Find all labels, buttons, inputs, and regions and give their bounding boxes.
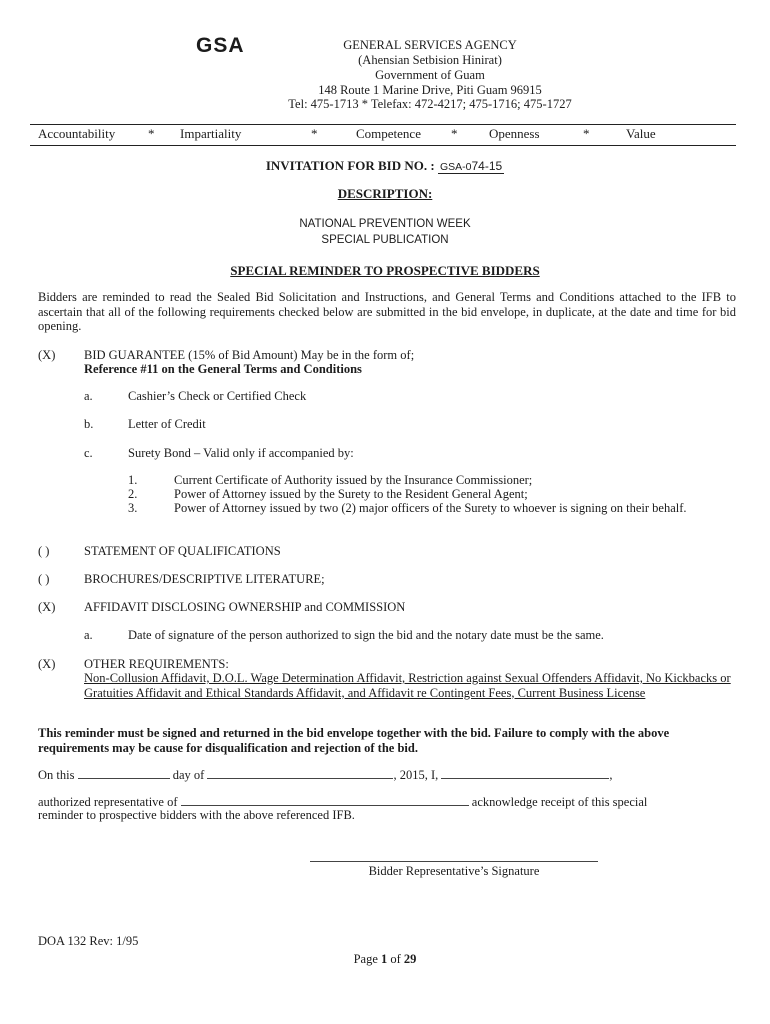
reminder-heading: SPECIAL REMINDER TO PROSPECTIVE BIDDERS: [230, 263, 540, 278]
on-this-label: On this: [38, 768, 75, 782]
year-label: , 2015, I,: [393, 768, 439, 782]
value-value: Value: [626, 126, 656, 141]
value-separator: *: [311, 126, 318, 141]
day-of-label: day of: [172, 768, 205, 782]
government-name: Government of Guam: [375, 68, 485, 82]
invitation-label: INVITATION FOR BID NO. :: [265, 158, 435, 173]
reminder-intro: Bidders are reminded to read the Sealed Bid Solicitation and Instructions, and General Terms and Conditions attached to the IFB to ascertain that all of the following requirements checked below are submitted in the bid envelope, in duplicate, at the date and time for bid opening.: [38, 290, 736, 333]
value-separator: *: [583, 126, 590, 141]
other-requirements-checkbox[interactable]: (X): [38, 657, 56, 671]
gsa-logo: GSA: [196, 34, 245, 57]
compliance-warning: This reminder must be signed and returned in the bid envelope together with the bid. Failure to comply with the above requirements may be cause for disqualification and rejection of the bid.: [38, 726, 670, 755]
surety-item-3-text: Power of Attorney issued by two (2) major officers of the Surety to whoever is signing on their behalf.: [174, 501, 687, 515]
other-requirements-label: OTHER REQUIREMENTS:: [84, 657, 229, 671]
description-line-2: SPECIAL PUBLICATION: [321, 234, 449, 246]
top-rule: [30, 124, 736, 125]
authorized-rep-label: authorized representative of: [38, 795, 178, 809]
acknowledgment-line-3: reminder to prospective bidders with the above referenced IFB.: [38, 808, 355, 822]
option-b-letter: b.: [84, 417, 94, 431]
qualifications-checkbox[interactable]: ( ): [38, 544, 50, 558]
acknowledgment-line-1: [38, 767, 612, 783]
value-impartiality: Impartiality: [180, 126, 242, 141]
qualifications-label: STATEMENT OF QUALIFICATIONS: [84, 544, 281, 558]
description-heading: DESCRIPTION:: [337, 186, 433, 201]
option-a-letter: a.: [84, 389, 93, 403]
day-field[interactable]: [78, 767, 170, 779]
form-id: DOA 132 Rev: 1/95: [38, 934, 139, 948]
affidavit-sub-text: Date of signature of the person authorized to sign the bid and the notary date must be the same.: [128, 628, 604, 642]
value-separator: *: [451, 126, 458, 141]
signature-field[interactable]: [310, 861, 598, 862]
surety-item-1-num: 1.: [128, 473, 138, 487]
surety-item-2-text: Power of Attorney issued by the Surety to the Resident General Agent;: [174, 487, 528, 501]
bid-guarantee-label: BID GUARANTEE (15% of Bid Amount) May be in the form of;: [84, 348, 415, 362]
values-bottom-rule: [30, 145, 736, 146]
acknowledge-text: acknowledge receipt of this special: [471, 795, 648, 809]
value-accountability: Accountability: [38, 126, 116, 141]
surety-item-1-text: Current Certificate of Authority issued by the Insurance Commissioner;: [174, 473, 533, 487]
agency-local-name: (Ahensian Setbision Hinirat): [358, 53, 502, 67]
brochures-label: BROCHURES/DESCRIPTIVE LITERATURE;: [84, 572, 325, 586]
other-requirements-details: Non-Collusion Affidavit, D.O.L. Wage Determination Affidavit, Restriction against Sexual Offenders Affidavit, No Kickbacks or Gratuities Affidavit and Ethical Standards Affidavit, and Affidavit re Contingent Fees, Current Business License: [84, 671, 731, 700]
ifb-number: GSA-074-15: [439, 159, 503, 173]
value-separator: *: [148, 126, 155, 141]
company-field[interactable]: [181, 794, 469, 806]
signature-label: Bidder Representative’s Signature: [368, 864, 540, 878]
brochures-checkbox[interactable]: ( ): [38, 572, 50, 586]
option-c-text: Surety Bond – Valid only if accompanied by:: [128, 446, 354, 460]
option-c-letter: c.: [84, 446, 93, 460]
bid-guarantee-reference: Reference #11 on the General Terms and Conditions: [84, 362, 362, 376]
agency-name: GENERAL SERVICES AGENCY: [343, 38, 517, 52]
surety-item-2-num: 2.: [128, 487, 138, 501]
month-field[interactable]: [207, 767, 393, 779]
option-b-text: Letter of Credit: [128, 417, 206, 431]
value-competence: Competence: [356, 126, 421, 141]
option-a-text: Cashier’s Check or Certified Check: [128, 389, 307, 403]
value-openness: Openness: [489, 126, 540, 141]
surety-item-3-num: 3.: [128, 501, 138, 515]
agency-phones: Tel: 475-1713 * Telefax: 472-4217; 475-1716; 475-1727: [288, 97, 572, 111]
affidavit-sub-letter: a.: [84, 628, 93, 642]
agency-address: 148 Route 1 Marine Drive, Piti Guam 96915: [318, 83, 542, 97]
affidavit-checkbox[interactable]: (X): [38, 600, 56, 614]
description-line-1: NATIONAL PREVENTION WEEK: [299, 218, 471, 230]
invitation-title: [0, 158, 770, 174]
page-number: Page 1 of 29: [353, 952, 417, 966]
comma: ,: [609, 768, 613, 782]
bid-guarantee-checkbox[interactable]: (X): [38, 348, 56, 362]
affidavit-label: AFFIDAVIT DISCLOSING OWNERSHIP and COMMISSION: [84, 600, 406, 614]
name-field[interactable]: [441, 767, 609, 779]
